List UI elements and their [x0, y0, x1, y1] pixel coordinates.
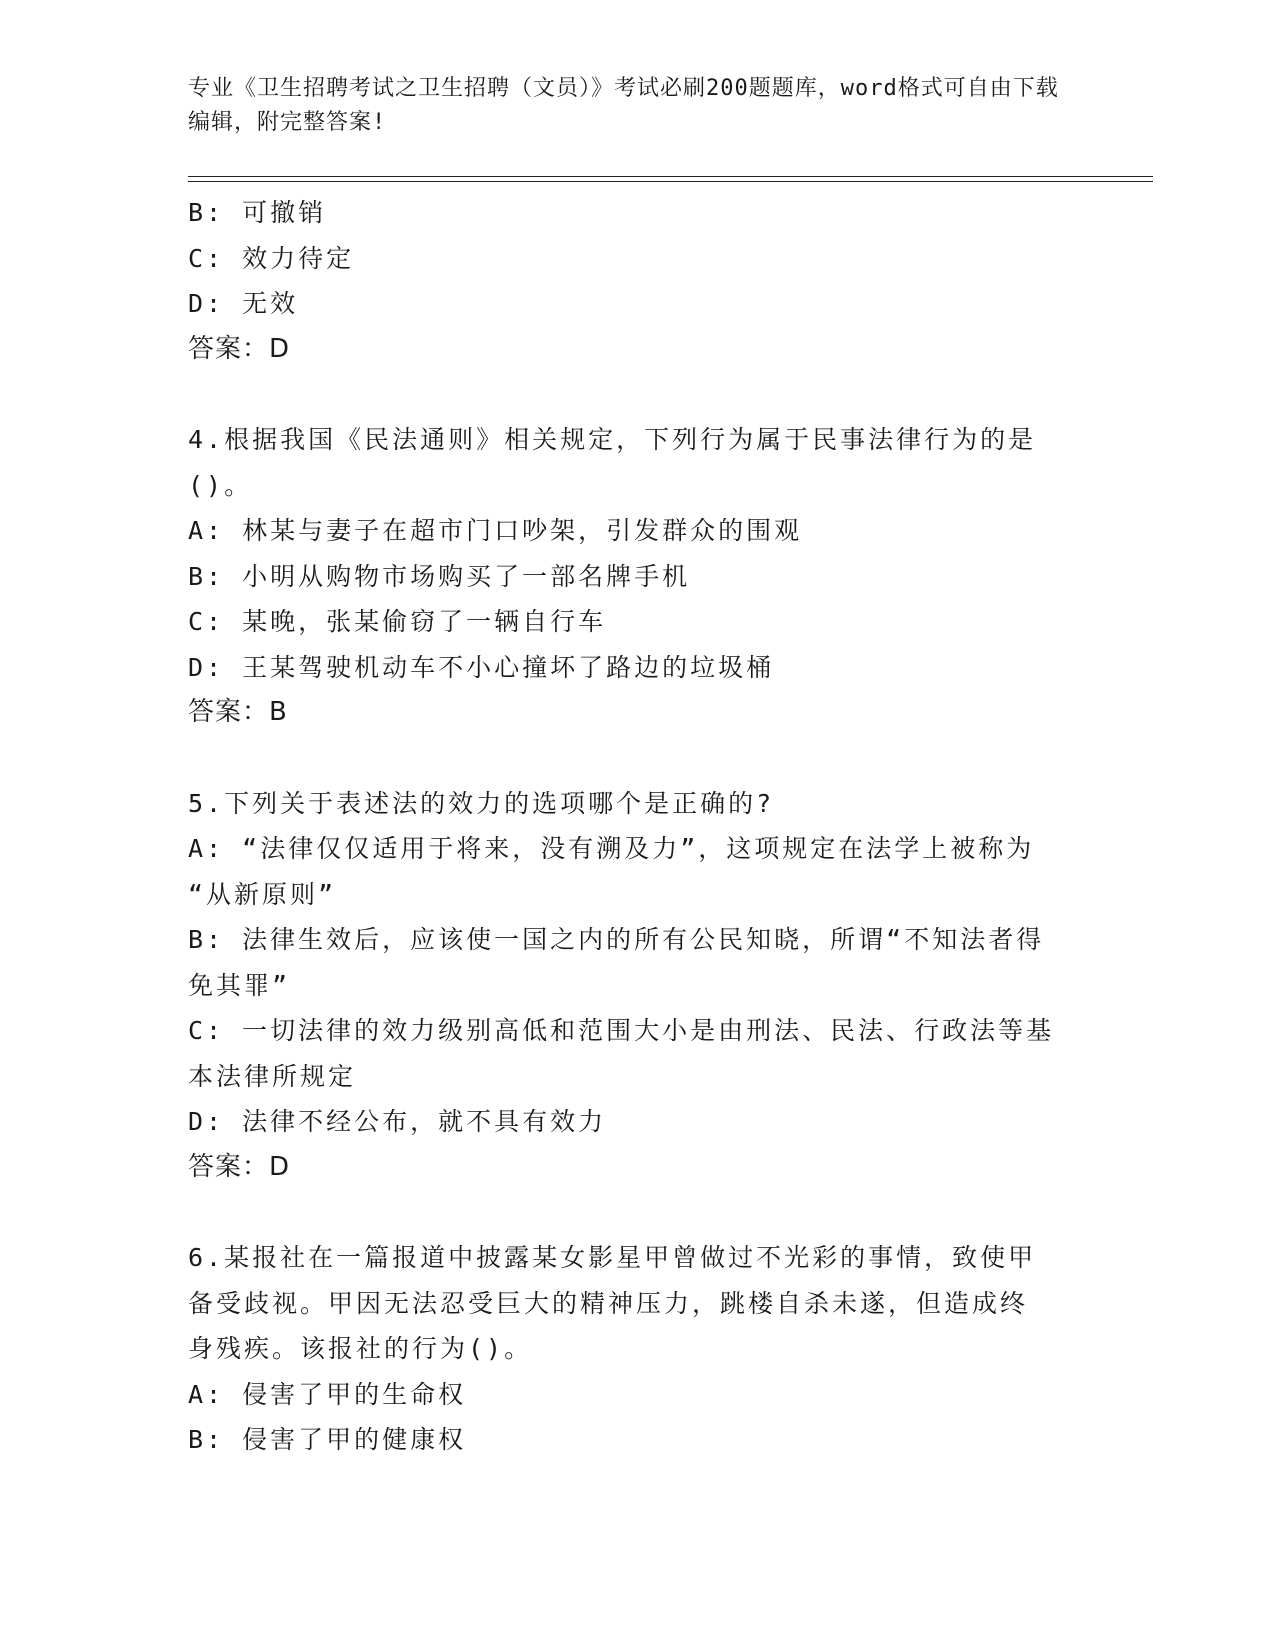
header-rule-bottom [188, 181, 1153, 182]
option-d: D: 王某驾驶机动车不小心撞坏了路边的垃圾桶 [188, 652, 775, 682]
option-c: C: 效力待定 [188, 243, 355, 273]
question-list [188, 190, 1088, 1463]
option-b: B: 小明从购物市场购买了一部名牌手机 [188, 561, 691, 591]
question-stem-line: 备受歧视。甲因无法忍受巨大的精神压力，跳楼自杀未遂，但造成终 [188, 1288, 1029, 1318]
question-stem-line: 身残疾。该报社的行为()。 [188, 1334, 533, 1363]
question-stem-line: 4.根据我国《民法通则》相关规定，下列行为属于民事法律行为的是 [188, 425, 1037, 454]
document-header: 专业《卫生招聘考试之卫生招聘（文员）》考试必刷200题题库，word格式可自由下载编辑，附完整答案! [188, 76, 1059, 135]
option-b: B: 侵害了甲的健康权 [188, 1425, 467, 1454]
answer-line: 答案：D [188, 333, 291, 364]
spacer [188, 736, 1088, 781]
option-a: A: “法律仅仅适用于将来，没有溯及力”，这项规定在法学上被称为 [188, 834, 1035, 863]
question-4 [188, 417, 1088, 736]
option-c: C: 某晚，张某偷窃了一辆自行车 [188, 607, 607, 636]
spacer [188, 1190, 1088, 1235]
option-c-continued: 本法律所规定 [188, 1061, 357, 1091]
question-stem-line: ()。 [188, 470, 253, 500]
option-b-continued: 免其罪” [188, 970, 291, 1000]
option-d: D: 无效 [188, 289, 299, 318]
question-5 [188, 781, 1088, 1191]
header-rule-top [188, 176, 1153, 177]
question-3-tail [188, 190, 1088, 372]
option-b: B: 法律生效后，应该使一国之内的所有公民知晓，所谓“不知法者得 [188, 925, 1045, 954]
option-a-continued: “从新原则” [188, 879, 337, 909]
answer-line: 答案：D [188, 1151, 291, 1182]
question-stem-line: 6.某报社在一篇报道中披露某女影星甲曾做过不光彩的事情，致使甲 [188, 1243, 1037, 1272]
option-c: C: 一切法律的效力级别高低和范围大小是由刑法、民法、行政法等基 [188, 1016, 1055, 1045]
option-d: D: 法律不经公布，就不具有效力 [188, 1107, 607, 1136]
spacer [188, 372, 1088, 417]
option-a: A: 侵害了甲的生命权 [188, 1379, 467, 1409]
option-a: A: 林某与妻子在超市门口吵架，引发群众的围观 [188, 516, 803, 545]
question-6 [188, 1235, 1088, 1463]
question-stem-line: 5.下列关于表述法的效力的选项哪个是正确的? [188, 788, 775, 818]
option-b: B: 可撤销 [188, 198, 327, 227]
answer-line: 答案：B [188, 697, 288, 727]
